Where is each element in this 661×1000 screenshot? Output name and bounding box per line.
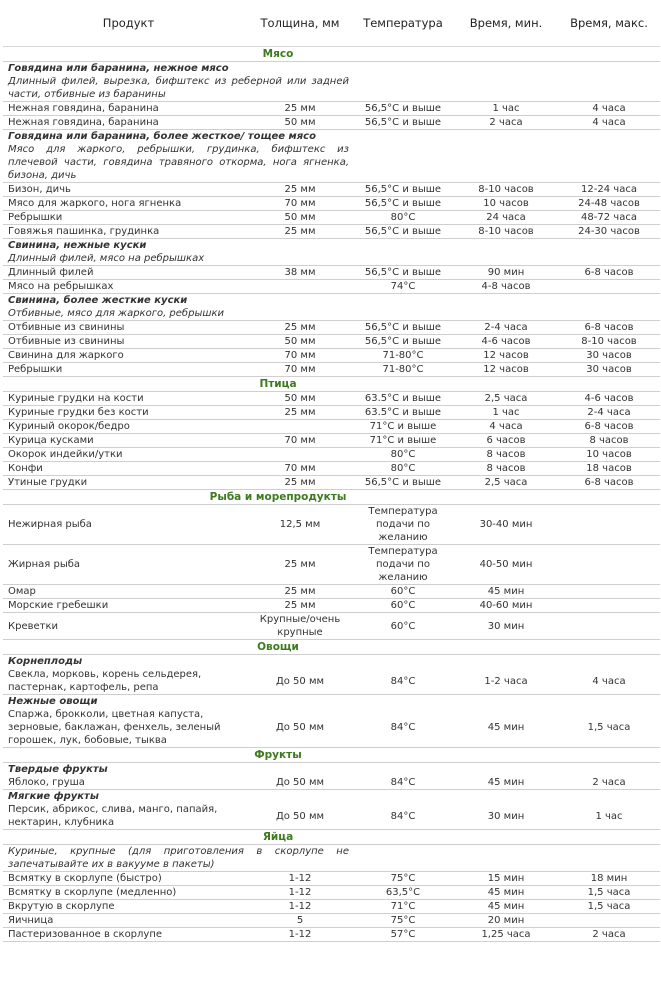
- time-max-cell: 4 часа: [558, 668, 660, 695]
- time-max-cell: [558, 599, 660, 613]
- thickness-cell: [248, 280, 352, 294]
- subcategory-title: Мягкие фрукты: [8, 791, 99, 802]
- time-min-cell: 45 мин: [454, 886, 558, 900]
- empty-cell: [454, 294, 558, 308]
- time-min-cell: 8 часов: [454, 462, 558, 476]
- empty-cell: [558, 143, 660, 183]
- time-min-cell: 1-2 часа: [454, 668, 558, 695]
- table-row: [3, 505, 660, 545]
- table-row: [3, 349, 660, 363]
- empty-cell: [352, 307, 454, 321]
- time-max-cell: 1,5 часа: [558, 900, 660, 914]
- category-row: [3, 377, 660, 392]
- table-row: [3, 225, 660, 239]
- product-cell: Курица кусками: [3, 434, 248, 448]
- header-thickness: Толщина, мм: [248, 0, 352, 47]
- subcategory-row: [3, 294, 660, 308]
- time-min-cell: 40-50 мин: [454, 545, 558, 585]
- subcategory-title: Говядина или баранина, более жесткое/ тощее мясо: [8, 131, 316, 142]
- thickness-cell: 1-12: [248, 872, 352, 886]
- product-cell: Нежная говядина, баранина: [3, 102, 248, 116]
- subcategory-row: [3, 655, 660, 669]
- product-cell: Свекла, морковь, корень сельдерея, пастернак, картофель, репа: [3, 668, 248, 695]
- time-min-cell: 4-8 часов: [454, 280, 558, 294]
- time-min-cell: 4-6 часов: [454, 335, 558, 349]
- empty-cell: [454, 307, 558, 321]
- empty-cell: [558, 294, 660, 308]
- thickness-cell: До 50 мм: [248, 668, 352, 695]
- temperature-cell: 71°C: [352, 900, 454, 914]
- empty-cell: [352, 75, 454, 102]
- empty-cell: [352, 252, 454, 266]
- table-row: [3, 197, 660, 211]
- temperature-cell: 71-80°C: [352, 349, 454, 363]
- empty-cell: [352, 62, 454, 76]
- category-row: [3, 830, 660, 845]
- thickness-cell: 1-12: [248, 900, 352, 914]
- time-max-cell: 1,5 часа: [558, 708, 660, 748]
- time-max-cell: 1,5 часа: [558, 886, 660, 900]
- thickness-cell: 25 мм: [248, 599, 352, 613]
- time-min-cell: 6 часов: [454, 434, 558, 448]
- thickness-cell: 25 мм: [248, 102, 352, 116]
- table-body: [3, 47, 660, 942]
- thickness-cell: 25 мм: [248, 406, 352, 420]
- empty-cell: [558, 62, 660, 76]
- empty-cell: [558, 239, 660, 253]
- time-max-cell: 8-10 часов: [558, 335, 660, 349]
- temperature-cell: Температура подачи по желанию: [352, 545, 454, 585]
- thickness-cell: 38 мм: [248, 266, 352, 280]
- empty-cell: [558, 655, 660, 669]
- empty-cell: [454, 655, 558, 669]
- subcategory-row: [3, 239, 660, 253]
- temperature-cell: Температура подачи по желанию: [352, 505, 454, 545]
- product-cell: Мясо для жаркого, нога ягненка: [3, 197, 248, 211]
- thickness-cell: До 50 мм: [248, 708, 352, 748]
- product-cell: Ребрышки: [3, 211, 248, 225]
- time-min-cell: 12 часов: [454, 363, 558, 377]
- thickness-cell: 70 мм: [248, 462, 352, 476]
- time-max-cell: 48-72 часа: [558, 211, 660, 225]
- header-row: [3, 0, 660, 47]
- time-min-cell: 30 мин: [454, 803, 558, 830]
- table-row: [3, 776, 660, 790]
- time-max-cell: 10 часов: [558, 448, 660, 462]
- category-title: Яйца: [3, 830, 660, 845]
- empty-cell: [454, 695, 558, 709]
- product-cell: Персик, абрикос, слива, манго, папайя, нектарин, клубника: [3, 803, 248, 830]
- empty-cell: [352, 845, 454, 872]
- product-cell: Вкрутую в скорлупе: [3, 900, 248, 914]
- table-row: [3, 900, 660, 914]
- product-cell: Нежирная рыба: [3, 505, 248, 545]
- subcategory-title: Твердые фрукты: [8, 764, 108, 775]
- category-title: Овощи: [3, 640, 660, 655]
- category-row: [3, 640, 660, 655]
- subcategory-title: Свинина, нежные куски: [8, 240, 147, 251]
- time-max-cell: 6-8 часов: [558, 266, 660, 280]
- table-row: [3, 266, 660, 280]
- temperature-cell: 56,5°C и выше: [352, 102, 454, 116]
- empty-cell: [454, 75, 558, 102]
- time-min-cell: 10 часов: [454, 197, 558, 211]
- time-max-cell: 6-8 часов: [558, 420, 660, 434]
- temperature-cell: 60°C: [352, 599, 454, 613]
- time-min-cell: 90 мин: [454, 266, 558, 280]
- time-max-cell: 8 часов: [558, 434, 660, 448]
- thickness-cell: 1-12: [248, 886, 352, 900]
- table-row: [3, 545, 660, 585]
- time-max-cell: 24-48 часов: [558, 197, 660, 211]
- thickness-cell: 50 мм: [248, 116, 352, 130]
- temperature-cell: 56,5°C и выше: [352, 321, 454, 335]
- time-min-cell: 8-10 часов: [454, 225, 558, 239]
- note-text: Длинный филей, вырезка, бифштекс из реберной или задней части, отбивные из баранины: [3, 75, 352, 102]
- thickness-cell: 25 мм: [248, 476, 352, 490]
- time-max-cell: 4 часа: [558, 102, 660, 116]
- product-cell: Окорок индейки/утки: [3, 448, 248, 462]
- temperature-cell: 84°C: [352, 803, 454, 830]
- time-max-cell: 24-30 часов: [558, 225, 660, 239]
- note-row: [3, 845, 660, 872]
- empty-cell: [558, 763, 660, 777]
- table-row: [3, 183, 660, 197]
- product-cell: Конфи: [3, 462, 248, 476]
- category-title: Птица: [3, 377, 660, 392]
- category-title: Мясо: [3, 47, 660, 62]
- time-max-cell: 2 часа: [558, 928, 660, 942]
- note-text: Мясо для жаркого, ребрышки, грудинка, бифштекс из плечевой части, говядина травяного откорма, нога ягненка, бизона, дичь: [3, 143, 352, 183]
- time-max-cell: 2-4 часа: [558, 406, 660, 420]
- product-cell: Всмятку в скорлупе (медленно): [3, 886, 248, 900]
- table-row: [3, 434, 660, 448]
- thickness-cell: 70 мм: [248, 434, 352, 448]
- product-cell: Бизон, дичь: [3, 183, 248, 197]
- thickness-cell: До 50 мм: [248, 803, 352, 830]
- time-min-cell: 4 часа: [454, 420, 558, 434]
- table-row: [3, 321, 660, 335]
- empty-cell: [454, 239, 558, 253]
- empty-cell: [558, 252, 660, 266]
- header-time-max: Время, макс.: [558, 0, 660, 47]
- table-row: [3, 476, 660, 490]
- temperature-cell: 84°C: [352, 668, 454, 695]
- table-row: [3, 102, 660, 116]
- table-row: [3, 708, 660, 748]
- empty-cell: [352, 763, 454, 777]
- time-max-cell: [558, 914, 660, 928]
- product-cell: Мясо на ребрышках: [3, 280, 248, 294]
- temperature-cell: 57°C: [352, 928, 454, 942]
- thickness-cell: 50 мм: [248, 392, 352, 406]
- thickness-cell: 70 мм: [248, 349, 352, 363]
- time-min-cell: 30-40 мин: [454, 505, 558, 545]
- category-row: [3, 748, 660, 763]
- time-min-cell: 20 мин: [454, 914, 558, 928]
- product-cell: Нежная говядина, баранина: [3, 116, 248, 130]
- temperature-cell: 60°C: [352, 585, 454, 599]
- empty-cell: [454, 143, 558, 183]
- table-row: [3, 392, 660, 406]
- thickness-cell: 25 мм: [248, 183, 352, 197]
- time-max-cell: 18 мин: [558, 872, 660, 886]
- subcategory-title: Нежные овощи: [8, 696, 98, 707]
- thickness-cell: [248, 420, 352, 434]
- temperature-cell: 75°C: [352, 872, 454, 886]
- time-min-cell: 30 мин: [454, 613, 558, 640]
- temperature-cell: 56,5°C и выше: [352, 225, 454, 239]
- category-title: Фрукты: [3, 748, 660, 763]
- temperature-cell: 63.5°C и выше: [352, 392, 454, 406]
- product-cell: Отбивные из свинины: [3, 335, 248, 349]
- subcategory-row: [3, 695, 660, 709]
- product-cell: Утиные грудки: [3, 476, 248, 490]
- category-row: [3, 490, 660, 505]
- product-cell: Яблоко, груша: [3, 776, 248, 790]
- product-cell: Куриные грудки на кости: [3, 392, 248, 406]
- thickness-cell: 1-12: [248, 928, 352, 942]
- note-row: [3, 75, 660, 102]
- thickness-cell: 25 мм: [248, 545, 352, 585]
- table-row: [3, 363, 660, 377]
- product-cell: Говяжья пашинка, грудинка: [3, 225, 248, 239]
- product-cell: Отбивные из свинины: [3, 321, 248, 335]
- product-cell: Пастеризованное в скорлупе: [3, 928, 248, 942]
- product-cell: Всмятку в скорлупе (быстро): [3, 872, 248, 886]
- note-text: Длинный филей, мясо на ребрышках: [3, 252, 352, 266]
- thickness-cell: 5: [248, 914, 352, 928]
- thickness-cell: 50 мм: [248, 335, 352, 349]
- product-cell: Куриные грудки без кости: [3, 406, 248, 420]
- note-row: [3, 143, 660, 183]
- empty-cell: [454, 790, 558, 804]
- empty-cell: [558, 130, 660, 144]
- product-cell: Жирная рыба: [3, 545, 248, 585]
- temperature-cell: 80°C: [352, 462, 454, 476]
- time-max-cell: 1 час: [558, 803, 660, 830]
- empty-cell: [352, 655, 454, 669]
- time-min-cell: 45 мин: [454, 776, 558, 790]
- time-max-cell: 30 часов: [558, 349, 660, 363]
- temperature-cell: 71-80°C: [352, 363, 454, 377]
- product-cell: Морские гребешки: [3, 599, 248, 613]
- temperature-cell: 56,5°C и выше: [352, 335, 454, 349]
- table-row: [3, 211, 660, 225]
- temperature-cell: 56,5°C и выше: [352, 476, 454, 490]
- temperature-cell: 71°C и выше: [352, 434, 454, 448]
- temperature-cell: 84°C: [352, 776, 454, 790]
- thickness-cell: 25 мм: [248, 225, 352, 239]
- table-row: [3, 886, 660, 900]
- temperature-cell: 71°C и выше: [352, 420, 454, 434]
- header-temperature: Температура: [352, 0, 454, 47]
- table-row: [3, 599, 660, 613]
- time-min-cell: 40-60 мин: [454, 599, 558, 613]
- table-row: [3, 585, 660, 599]
- empty-cell: [352, 695, 454, 709]
- empty-cell: [558, 75, 660, 102]
- subcategory-row: [3, 763, 660, 777]
- header-time-min: Время, мин.: [454, 0, 558, 47]
- table-row: [3, 335, 660, 349]
- time-max-cell: 4 часа: [558, 116, 660, 130]
- thickness-cell: 25 мм: [248, 321, 352, 335]
- product-cell: Спаржа, брокколи, цветная капуста, зерновые, баклажан, фенхель, зеленый горошек, лук, бобовые, тыква: [3, 708, 248, 748]
- time-max-cell: 2 часа: [558, 776, 660, 790]
- empty-cell: [558, 790, 660, 804]
- temperature-cell: 80°C: [352, 448, 454, 462]
- product-cell: Креветки: [3, 613, 248, 640]
- thickness-cell: 70 мм: [248, 197, 352, 211]
- thickness-cell: 70 мм: [248, 363, 352, 377]
- thickness-cell: 12,5 мм: [248, 505, 352, 545]
- note-text: Куриные, крупные (для приготовления в скорлупе не запечатывайте их в вакууме в пакеты): [3, 845, 352, 872]
- table-row: [3, 406, 660, 420]
- time-min-cell: 8-10 часов: [454, 183, 558, 197]
- time-max-cell: 30 часов: [558, 363, 660, 377]
- product-cell: Ребрышки: [3, 363, 248, 377]
- table-row: [3, 803, 660, 830]
- empty-cell: [558, 307, 660, 321]
- subcategory-row: [3, 130, 660, 144]
- product-cell: Яичница: [3, 914, 248, 928]
- empty-cell: [352, 143, 454, 183]
- empty-cell: [352, 294, 454, 308]
- temperature-cell: 56,5°C и выше: [352, 116, 454, 130]
- empty-cell: [454, 763, 558, 777]
- temperature-cell: 63.5°C и выше: [352, 406, 454, 420]
- temperature-cell: 63,5°C: [352, 886, 454, 900]
- empty-cell: [352, 130, 454, 144]
- category-title: Рыба и морепродукты: [3, 490, 660, 505]
- thickness-cell: До 50 мм: [248, 776, 352, 790]
- time-max-cell: 6-8 часов: [558, 476, 660, 490]
- product-cell: Свинина для жаркого: [3, 349, 248, 363]
- time-min-cell: 2,5 часа: [454, 476, 558, 490]
- header-product: Продукт: [3, 0, 248, 47]
- note-row: [3, 307, 660, 321]
- time-min-cell: 2,5 часа: [454, 392, 558, 406]
- time-min-cell: 24 часа: [454, 211, 558, 225]
- time-max-cell: [558, 545, 660, 585]
- table-row: [3, 116, 660, 130]
- time-max-cell: 18 часов: [558, 462, 660, 476]
- table-row: [3, 914, 660, 928]
- temperature-cell: 60°C: [352, 613, 454, 640]
- empty-cell: [454, 62, 558, 76]
- time-min-cell: 8 часов: [454, 448, 558, 462]
- table-row: [3, 448, 660, 462]
- note-row: [3, 252, 660, 266]
- temperature-cell: 56,5°C и выше: [352, 183, 454, 197]
- time-min-cell: 45 мин: [454, 708, 558, 748]
- subcategory-title: Корнеплоды: [8, 656, 83, 667]
- thickness-cell: 50 мм: [248, 211, 352, 225]
- time-min-cell: 45 мин: [454, 585, 558, 599]
- empty-cell: [558, 695, 660, 709]
- table-row: [3, 280, 660, 294]
- product-cell: Длинный филей: [3, 266, 248, 280]
- temperature-cell: 84°C: [352, 708, 454, 748]
- time-min-cell: 1,25 часа: [454, 928, 558, 942]
- time-min-cell: 1 час: [454, 406, 558, 420]
- empty-cell: [558, 845, 660, 872]
- category-row: [3, 47, 660, 62]
- temperature-cell: 75°C: [352, 914, 454, 928]
- table-row: [3, 872, 660, 886]
- subcategory-title: Свинина, более жесткие куски: [8, 295, 188, 306]
- subcategory-title: Говядина или баранина, нежное мясо: [8, 63, 229, 74]
- subcategory-row: [3, 790, 660, 804]
- time-min-cell: 2-4 часа: [454, 321, 558, 335]
- time-max-cell: [558, 613, 660, 640]
- table-row: [3, 420, 660, 434]
- product-cell: Омар: [3, 585, 248, 599]
- time-max-cell: [558, 585, 660, 599]
- product-cell: Куриный окорок/бедро: [3, 420, 248, 434]
- time-max-cell: 6-8 часов: [558, 321, 660, 335]
- temperature-cell: 56,5°C и выше: [352, 197, 454, 211]
- table-row: [3, 462, 660, 476]
- table-row: [3, 928, 660, 942]
- empty-cell: [454, 130, 558, 144]
- time-min-cell: 15 мин: [454, 872, 558, 886]
- table-row: [3, 613, 660, 640]
- empty-cell: [454, 252, 558, 266]
- time-max-cell: [558, 505, 660, 545]
- time-max-cell: 12-24 часа: [558, 183, 660, 197]
- empty-cell: [454, 845, 558, 872]
- thickness-cell: Крупные/очень крупные: [248, 613, 352, 640]
- temperature-cell: 74°C: [352, 280, 454, 294]
- time-min-cell: 12 часов: [454, 349, 558, 363]
- subcategory-row: [3, 62, 660, 76]
- time-min-cell: 45 мин: [454, 900, 558, 914]
- time-max-cell: [558, 280, 660, 294]
- temperature-cell: 80°C: [352, 211, 454, 225]
- time-min-cell: 1 час: [454, 102, 558, 116]
- empty-cell: [352, 239, 454, 253]
- temperature-cell: 56,5°C и выше: [352, 266, 454, 280]
- thickness-cell: [248, 448, 352, 462]
- time-min-cell: 2 часа: [454, 116, 558, 130]
- empty-cell: [352, 790, 454, 804]
- thickness-cell: 25 мм: [248, 585, 352, 599]
- cooking-table: [3, 0, 660, 942]
- time-max-cell: 4-6 часов: [558, 392, 660, 406]
- note-text: Отбивные, мясо для жаркого, ребрышки: [3, 307, 352, 321]
- table-row: [3, 668, 660, 695]
